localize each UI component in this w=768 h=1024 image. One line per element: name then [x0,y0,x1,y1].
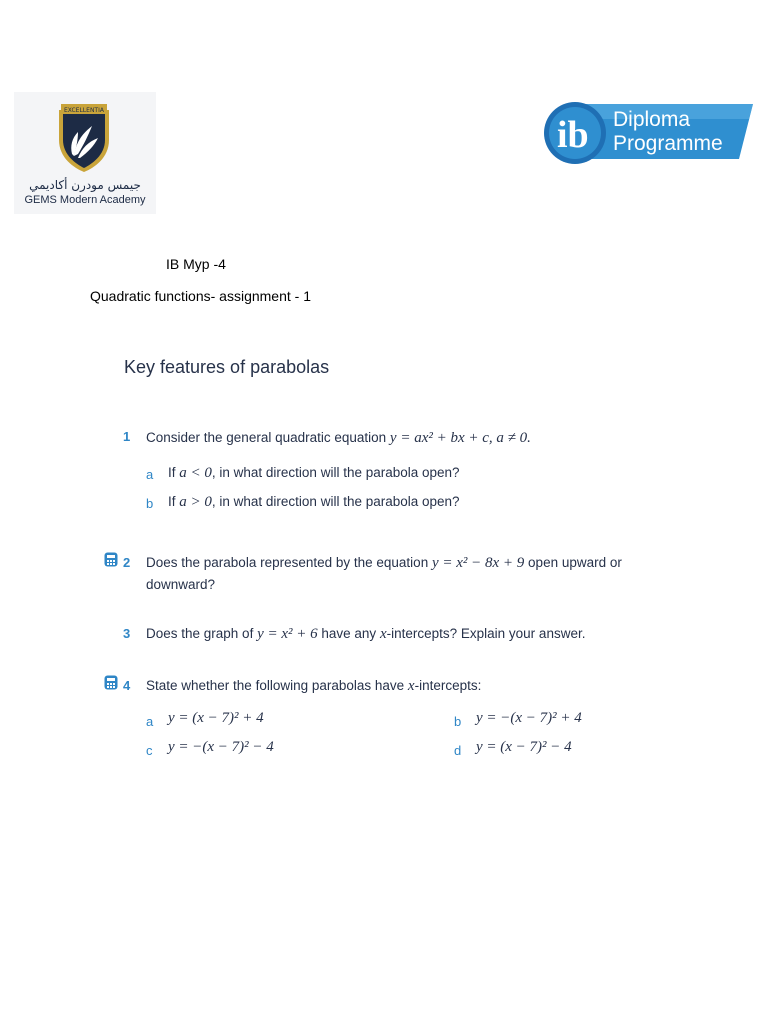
ib-diploma-text: Diploma [613,108,691,131]
question-1a-math: a < 0 [179,465,212,481]
question-1-prompt: Consider the general quadratic equation [146,430,390,445]
question-3-number: 3 [123,626,131,641]
question-2-prompt: Does the parabola represented by the equation [146,555,432,570]
question-3-suffix: -intercepts? Explain your answer. [386,626,586,641]
question-1b-text [168,494,460,511]
section-heading: Key features of parabolas [124,357,330,377]
question-4b-equation: y = −(x − 7)² + 4 [476,710,582,726]
ib-mark: ib [557,114,589,156]
gems-shield-banner: EXCELLENTIA [64,107,104,114]
question-4c-label: c [146,743,153,758]
question-3-text [146,623,585,645]
question-2-suffix: open upward or [524,555,622,570]
gems-arabic-name: جيمس مودرن أكاديمي [29,178,141,192]
gems-english-name: GEMS Modern Academy [24,194,146,206]
ib-diploma-logo [543,101,755,165]
question-1b-prefix: If [168,494,180,509]
question-2-equation: y = x² − 8x + 9 [431,555,525,571]
question-4a-equation: y = (x − 7)² + 4 [168,710,264,726]
ib-programme-text: Programme [613,132,723,155]
question-4b-label: b [454,714,462,729]
question-4-suffix: -intercepts: [414,678,482,693]
question-4c-equation: y = −(x − 7)² − 4 [168,739,274,755]
calculator-icon [104,552,118,567]
question-3-equation: y = x² + 6 [257,626,318,642]
question-2-text [146,552,686,595]
question-1a-text [168,465,460,482]
question-1a-suffix: , in what direction will the parabola open? [211,465,460,480]
question-4d-label: d [454,743,462,758]
question-1a-label: a [146,467,154,482]
question-2-line2: downward? [146,577,216,592]
question-1b-math: a > 0 [179,494,212,510]
question-1b-suffix: , in what direction will the parabola open? [211,494,460,509]
question-1b-label: b [146,496,154,511]
gems-logo [14,92,156,214]
question-4a-label: a [146,714,154,729]
question-4-prompt: State whether the following parabolas have [146,678,408,693]
question-4-variable: x [407,678,415,694]
question-3-prompt: Does the graph of [146,626,258,641]
gems-shield-icon [56,102,112,174]
question-1-equation: y = ax² + bx + c, a ≠ 0. [389,430,531,446]
question-2-number: 2 [123,555,131,570]
assignment-title: Quadratic functions- assignment - 1 [90,288,311,304]
question-1-number: 1 [123,429,131,444]
question-3-variable: x [379,626,387,642]
course-title: IB Myp -4 [166,256,226,272]
question-3-middle: have any [317,626,380,641]
question-1-text [146,427,531,449]
question-1a-prefix: If [168,465,180,480]
question-4-text [146,675,481,697]
calculator-icon [104,675,118,690]
question-4d-equation: y = (x − 7)² − 4 [476,739,572,755]
question-4-number: 4 [123,678,131,693]
